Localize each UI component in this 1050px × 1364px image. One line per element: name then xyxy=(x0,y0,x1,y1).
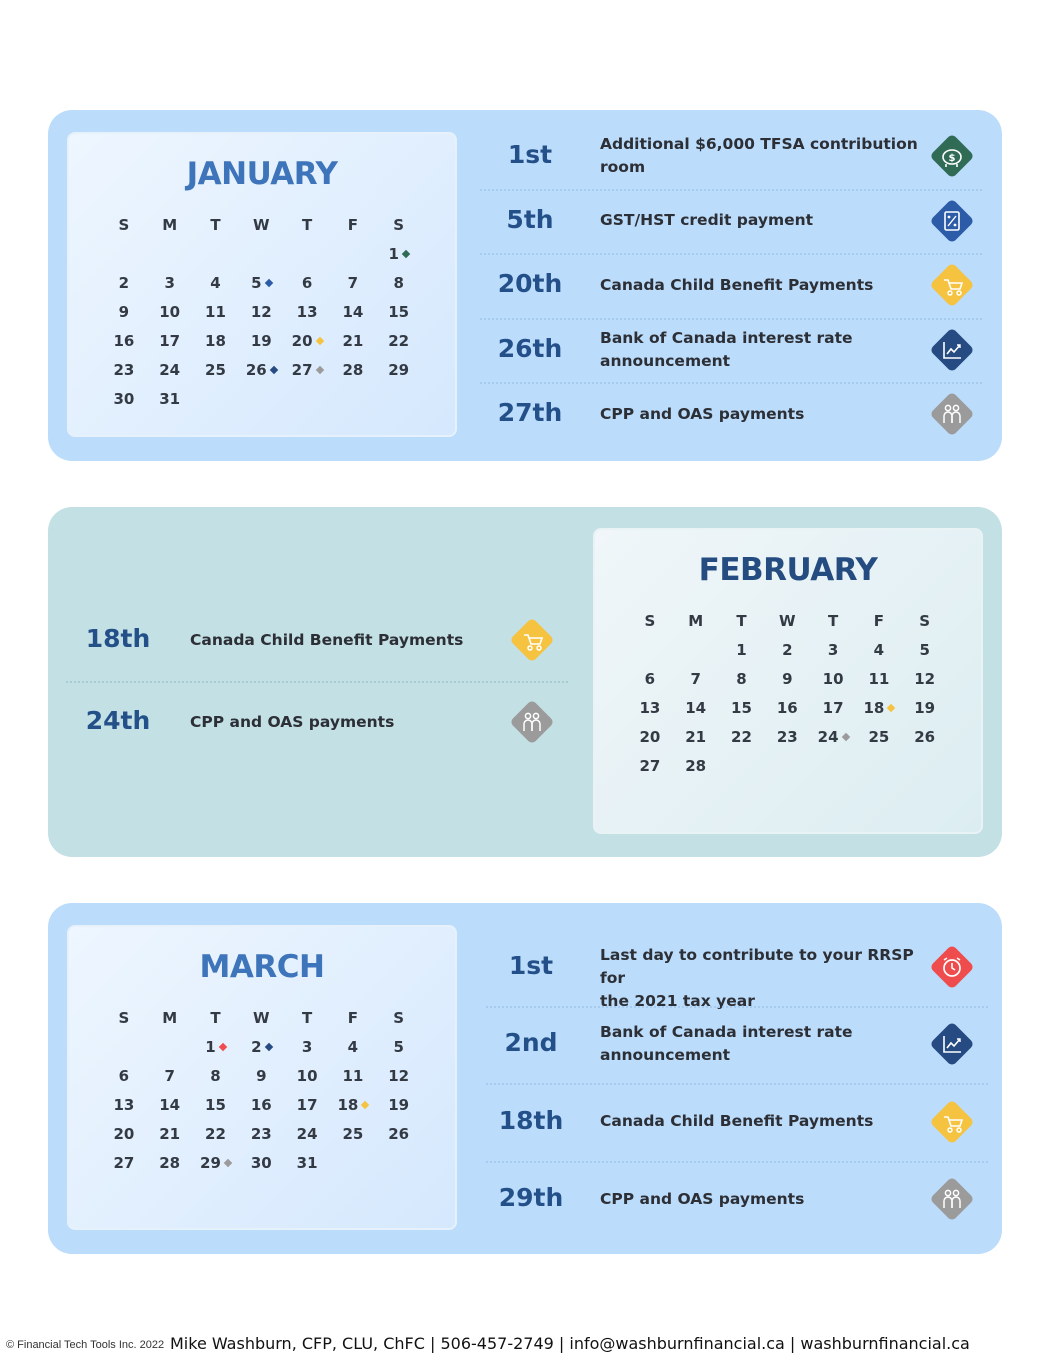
calendar-day: 11 xyxy=(342,1066,364,1085)
weekday-header: W xyxy=(779,611,796,630)
calendar-day: 18 xyxy=(205,331,226,350)
weekday-header: F xyxy=(873,611,884,630)
calendar-day: 21 xyxy=(159,1124,181,1143)
calendar-day: 15 xyxy=(731,698,752,717)
weekday-header: T xyxy=(210,215,221,234)
calendar-day: 13 xyxy=(113,1095,135,1114)
month-title: JANUARY xyxy=(186,156,338,192)
event-description-line: Canada Child Benefit Payments xyxy=(600,275,874,294)
calendar-day: 6 xyxy=(644,669,656,688)
calendar-day: 1 xyxy=(736,640,747,659)
day-number: 24 xyxy=(817,727,839,746)
event-marker-icon xyxy=(402,249,410,257)
calendar-day: 27 xyxy=(113,1153,135,1172)
event-description-line: Bank of Canada interest rate xyxy=(600,1023,853,1042)
calendar-day: 28 xyxy=(159,1153,181,1172)
event-item xyxy=(480,189,982,254)
calendar-day: 19 xyxy=(388,1095,410,1114)
weekday-header: S xyxy=(919,611,931,630)
calendar-day: 30 xyxy=(250,1153,272,1172)
calendar-day: 19 xyxy=(250,331,272,350)
day-number: 5 xyxy=(251,273,262,292)
event-marker-icon xyxy=(224,1158,232,1166)
calendar-day: 13 xyxy=(639,698,661,717)
calendar-day: 9 xyxy=(118,302,130,321)
event-description-line: Canada Child Benefit Payments xyxy=(600,1112,874,1131)
calendar-day-marked xyxy=(238,1038,284,1056)
event-description xyxy=(600,1110,920,1133)
march-events xyxy=(486,928,988,1238)
january-events xyxy=(480,124,982,449)
event-marker-icon xyxy=(264,1042,272,1050)
calendar-day-marked xyxy=(330,1096,376,1114)
february-panel xyxy=(48,507,1002,857)
calendar-day: 16 xyxy=(250,1095,272,1114)
calendar-day: 14 xyxy=(685,698,707,717)
contact-info: Mike Washburn, CFP, CLU, ChFC | 506-457-2749 | info@washburnfinancial.ca | washburnfinancial.ca xyxy=(170,1334,970,1353)
calendar-day-marked xyxy=(810,728,856,746)
calendar-day: 4 xyxy=(210,273,221,292)
calendar-day: 3 xyxy=(301,1037,313,1056)
calendar-day: 8 xyxy=(210,1066,221,1085)
event-marker-icon xyxy=(841,732,849,740)
event-item xyxy=(486,1006,988,1084)
calendar-day: 31 xyxy=(159,389,181,408)
week-row xyxy=(101,1090,422,1119)
weekday-header-row xyxy=(101,1003,422,1032)
day-number: 29 xyxy=(200,1153,221,1172)
calendar-day: 21 xyxy=(342,331,364,350)
calendar-day: 12 xyxy=(914,669,936,688)
event-description xyxy=(190,629,510,652)
event-date: 2nd xyxy=(504,1028,558,1058)
month-title: FEBRUARY xyxy=(698,552,878,588)
week-row xyxy=(627,693,948,722)
event-item xyxy=(66,681,568,763)
alarm-clock-icon xyxy=(930,945,974,989)
calendar-day: 12 xyxy=(388,1066,410,1085)
event-item xyxy=(480,382,982,447)
event-description-line: announcement xyxy=(600,351,731,370)
week-row xyxy=(101,297,422,326)
stroller-icon xyxy=(930,1100,974,1144)
weekday-header: T xyxy=(210,1008,221,1027)
event-marker-icon xyxy=(269,365,277,373)
calendar-day: 15 xyxy=(388,302,410,321)
calendar-day: 17 xyxy=(159,331,181,350)
week-row xyxy=(627,751,948,780)
event-date: 20th xyxy=(497,269,563,299)
event-description-line: the 2021 tax year xyxy=(600,991,755,1010)
calendar-day: 16 xyxy=(776,698,798,717)
week-row xyxy=(101,1148,422,1177)
copyright-text: © Financial Tech Tools Inc. 2022 xyxy=(6,1339,165,1351)
event-marker-icon xyxy=(218,1042,226,1050)
calendar-day: 14 xyxy=(159,1095,181,1114)
week-row xyxy=(101,1119,422,1148)
stroller-icon xyxy=(930,263,974,307)
calendar-day-marked xyxy=(238,361,284,379)
weekday-header: T xyxy=(736,611,747,630)
seniors-icon xyxy=(930,392,974,436)
event-marker-icon xyxy=(315,336,323,344)
event-item xyxy=(480,318,982,383)
day-number: 1 xyxy=(205,1037,216,1056)
calendar-day: 2 xyxy=(118,273,130,292)
calendar-day: 15 xyxy=(205,1095,226,1114)
calendar-day: 3 xyxy=(164,273,175,292)
calendar-day: 25 xyxy=(868,727,890,746)
calendar-day-marked xyxy=(193,1038,239,1056)
weekday-header: S xyxy=(644,611,656,630)
weekday-header: S xyxy=(393,1008,405,1027)
calendar-day: 22 xyxy=(205,1124,226,1143)
calendar-day: 4 xyxy=(873,640,885,659)
calendar-day: 30 xyxy=(113,389,135,408)
event-date: 29th xyxy=(498,1183,564,1213)
trend-chart-icon xyxy=(930,1022,974,1066)
weekday-header: S xyxy=(118,1008,130,1027)
calendar-day: 9 xyxy=(256,1066,267,1085)
calendar-day: 3 xyxy=(827,640,839,659)
weekday-header: S xyxy=(393,215,405,234)
week-row xyxy=(101,239,422,268)
event-description-line: CPP and OAS payments xyxy=(600,404,805,423)
calendar-day: 8 xyxy=(736,669,747,688)
svg-text:$: $ xyxy=(948,153,956,165)
week-row xyxy=(627,722,948,751)
calendar-day: 23 xyxy=(113,360,135,379)
calendar-day: 13 xyxy=(296,302,318,321)
event-date: 26th xyxy=(497,333,563,363)
calendar-day-marked xyxy=(856,699,902,717)
event-marker-icon xyxy=(887,703,895,711)
calendar-day: 7 xyxy=(164,1066,175,1085)
event-description xyxy=(600,1021,920,1067)
calendar-day: 9 xyxy=(782,669,793,688)
event-date: 1st xyxy=(507,140,553,170)
event-marker-icon xyxy=(264,278,272,286)
calendar-grid xyxy=(101,210,422,413)
week-row xyxy=(101,326,422,355)
footer xyxy=(0,1334,1050,1354)
event-description-line: Bank of Canada interest rate xyxy=(600,328,853,347)
calendar-day-marked xyxy=(238,274,284,292)
calendar-day: 23 xyxy=(776,727,798,746)
calendar-day-marked xyxy=(284,361,330,379)
event-item xyxy=(486,928,988,1010)
calendar-day: 28 xyxy=(342,360,364,379)
weekday-header: M xyxy=(688,611,704,630)
february-calendar xyxy=(593,528,983,834)
event-marker-icon xyxy=(315,365,323,373)
calendar-day: 11 xyxy=(205,302,226,321)
calendar-grid xyxy=(627,606,948,780)
receipt-percent-icon xyxy=(930,199,974,243)
day-number: 26 xyxy=(245,360,267,379)
week-row xyxy=(101,355,422,384)
weekday-header: M xyxy=(162,215,178,234)
weekday-header: T xyxy=(301,1008,313,1027)
week-row xyxy=(101,268,422,297)
day-number: 18 xyxy=(337,1095,359,1114)
calendar-day: 4 xyxy=(347,1037,359,1056)
event-description-line: room xyxy=(600,158,646,177)
january-calendar xyxy=(67,132,457,437)
january-panel xyxy=(48,110,1002,461)
calendar-day: 10 xyxy=(296,1066,318,1085)
calendar-day: 16 xyxy=(113,331,135,350)
event-date: 18th xyxy=(498,1105,564,1135)
calendar-day: 12 xyxy=(250,302,272,321)
weekday-header: F xyxy=(347,1008,358,1027)
event-description xyxy=(600,944,920,1013)
event-description xyxy=(600,1188,920,1211)
event-date: 1st xyxy=(508,950,554,980)
event-description-line: CPP and OAS payments xyxy=(600,1189,805,1208)
calendar-day: 27 xyxy=(639,756,661,775)
day-number: 27 xyxy=(291,360,313,379)
calendar-day: 8 xyxy=(393,273,404,292)
weekday-header: M xyxy=(162,1008,178,1027)
calendar-day-marked xyxy=(376,245,422,263)
weekday-header: T xyxy=(301,215,313,234)
calendar-day: 20 xyxy=(639,727,661,746)
seniors-icon xyxy=(930,1177,974,1221)
calendar-day: 28 xyxy=(685,756,707,775)
calendar-day-marked xyxy=(284,332,330,350)
calendar-day: 10 xyxy=(822,669,844,688)
calendar-day: 5 xyxy=(919,640,930,659)
event-description-line: announcement xyxy=(600,1046,731,1065)
weekday-header: F xyxy=(347,215,358,234)
event-item xyxy=(486,1161,988,1239)
calendar-day: 26 xyxy=(914,727,936,746)
calendar-day: 6 xyxy=(118,1066,130,1085)
march-panel xyxy=(48,903,1002,1254)
week-row xyxy=(627,635,948,664)
day-number: 1 xyxy=(388,244,399,263)
event-date: 27th xyxy=(497,398,563,428)
week-row xyxy=(101,1032,422,1061)
calendar-day: 11 xyxy=(868,669,890,688)
event-description xyxy=(600,327,920,373)
calendar-grid xyxy=(101,1003,422,1177)
event-date: 24th xyxy=(85,706,151,735)
event-item xyxy=(66,599,568,681)
weekday-header-row xyxy=(627,606,948,635)
march-calendar xyxy=(67,925,457,1230)
weekday-header: W xyxy=(253,1008,270,1027)
calendar-day: 23 xyxy=(250,1124,272,1143)
event-description-line: CPP and OAS payments xyxy=(190,712,395,731)
calendar-day: 14 xyxy=(342,302,364,321)
week-row xyxy=(101,384,422,413)
calendar-day-marked xyxy=(193,1154,239,1172)
calendar-day: 26 xyxy=(388,1124,410,1143)
event-description-line: Additional $6,000 TFSA contribution xyxy=(600,135,918,154)
seniors-icon xyxy=(510,700,554,744)
event-description-line: Last day to contribute to your RRSP for xyxy=(600,945,914,987)
day-number: 2 xyxy=(251,1037,262,1056)
calendar-day: 22 xyxy=(731,727,752,746)
event-description xyxy=(600,403,920,426)
day-number: 18 xyxy=(863,698,885,717)
piggy-bank-icon xyxy=(930,134,974,178)
weekday-header: W xyxy=(253,215,270,234)
calendar-day: 10 xyxy=(159,302,181,321)
calendar-day: 22 xyxy=(388,331,410,350)
calendar-day: 19 xyxy=(914,698,936,717)
calendar-day: 6 xyxy=(301,273,313,292)
calendar-day: 17 xyxy=(296,1095,318,1114)
calendar-day: 24 xyxy=(296,1124,318,1143)
weekday-header: T xyxy=(827,611,839,630)
month-title: MARCH xyxy=(199,949,325,985)
calendar-day: 25 xyxy=(205,360,226,379)
event-date: 18th xyxy=(85,624,151,653)
event-description xyxy=(600,133,920,179)
calendar-day: 29 xyxy=(388,360,410,379)
event-item xyxy=(480,124,982,189)
event-description-line: Canada Child Benefit Payments xyxy=(190,630,464,649)
stroller-icon xyxy=(510,618,554,662)
event-description xyxy=(600,274,920,297)
day-number: 20 xyxy=(291,331,313,350)
event-description xyxy=(190,711,510,734)
february-events xyxy=(66,599,568,763)
event-description xyxy=(600,209,920,232)
event-description-line: GST/HST credit payment xyxy=(600,211,814,230)
event-item xyxy=(480,253,982,318)
calendar-day: 5 xyxy=(393,1037,404,1056)
calendar-day: 7 xyxy=(690,669,701,688)
calendar-day: 25 xyxy=(342,1124,364,1143)
week-row xyxy=(627,664,948,693)
weekday-header-row xyxy=(101,210,422,239)
week-row xyxy=(101,1061,422,1090)
event-date: 5th xyxy=(506,204,554,234)
calendar-day: 31 xyxy=(296,1153,318,1172)
calendar-day: 24 xyxy=(159,360,181,379)
event-item xyxy=(486,1083,988,1161)
event-marker-icon xyxy=(361,1100,369,1108)
calendar-day: 20 xyxy=(113,1124,135,1143)
trend-chart-icon xyxy=(930,328,974,372)
calendar-day: 21 xyxy=(685,727,707,746)
weekday-header: S xyxy=(118,215,130,234)
calendar-day: 2 xyxy=(782,640,793,659)
calendar-day: 17 xyxy=(822,698,844,717)
calendar-day: 7 xyxy=(347,273,359,292)
